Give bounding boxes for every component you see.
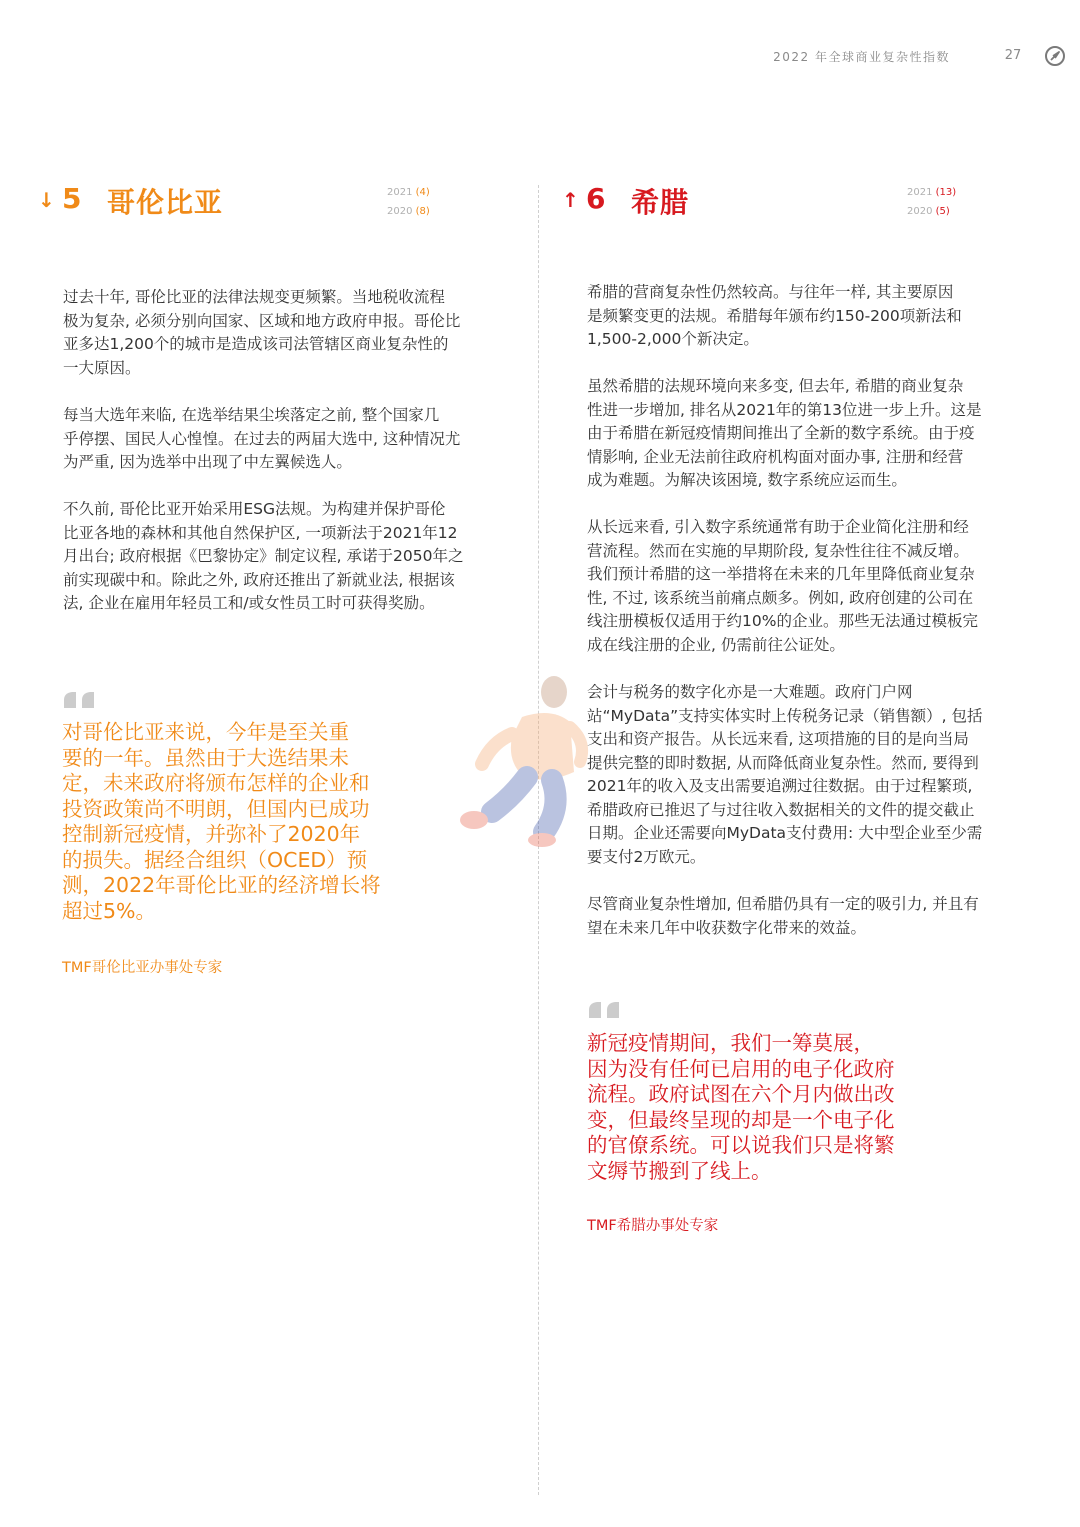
running-person-illustration	[452, 672, 592, 847]
greece-body	[587, 893, 1037, 940]
colombia-body	[63, 404, 513, 475]
history-rank: (5)	[935, 206, 950, 217]
country-name-colombia: 哥伦比亚	[107, 186, 224, 219]
colombia-body	[63, 286, 513, 380]
greece-body	[587, 375, 1037, 493]
text-line: 站“MyData”支持实体实时上传税务记录（销售额）, 包括	[587, 706, 983, 725]
paragraph	[587, 681, 1037, 869]
quote-line: 投资政策尚不明朗，但国内已成功	[62, 796, 370, 821]
text-line: 从长远来看, 引入数字系统通常有助于企业简化注册和经	[587, 518, 969, 536]
paragraph	[63, 286, 513, 380]
text-line: 我们预计希腊的这一举措将在未来的几年里降低商业复杂	[587, 565, 975, 583]
quote-marks-icon	[62, 690, 98, 710]
rank-number-greece: 6	[586, 182, 606, 215]
quote-line: 测，2022年哥伦比亚的经济增长将	[62, 873, 381, 897]
text-line: 希腊的营商复杂性仍然较高。与往年一样, 其主要原因	[587, 283, 954, 301]
quote-line: 控制新冠疫情，并弥补了2020年	[62, 822, 361, 846]
text-line: 成在线注册的企业, 仍需前往公证处。	[587, 635, 845, 654]
text-line: 性进一步增加, 排名从2021年的第13位进一步上升。这是	[587, 400, 982, 419]
history-year: 2020	[387, 206, 413, 217]
colombia-quote-attribution: TMF哥伦比亚办事处专家	[62, 960, 223, 976]
text-line: 营流程。然而在实施的早期阶段, 复杂性往往不减反增。	[587, 541, 969, 560]
paragraph	[587, 375, 1037, 493]
greece-quote	[587, 1031, 947, 1184]
text-line: 乎停摆、国民人心惶惶。在过去的两届大选中, 这种情况尤	[63, 429, 461, 448]
text-line: 会计与税务的数字化亦是一大难题。政府门户网	[587, 683, 913, 701]
quote-line: 的官僚系统。可以说我们只是将繁	[587, 1133, 895, 1157]
quote-line: 定，未来政府将颁布怎样的企业和	[62, 771, 370, 795]
colombia-body	[63, 498, 513, 616]
text-line: 极为复杂, 必须分别向国家、区域和地方政府申报。哥伦比	[63, 311, 461, 330]
paragraph	[63, 498, 513, 616]
paragraph	[63, 404, 513, 475]
rank-number-colombia: 5	[62, 182, 82, 215]
quote-line: 文缛节搬到了线上。	[587, 1158, 772, 1183]
paragraph	[587, 516, 1037, 657]
quote-line: 对哥伦比亚来说，今年是至关重	[62, 720, 349, 744]
text-line: 支出和资产报告。从长远来看, 这项措施的目的是向当局	[587, 730, 969, 748]
text-line: 月出台; 政府根据《巴黎协定》制定议程, 承诺于2050年之	[63, 547, 464, 565]
report-title: 2022 年全球商业复杂性指数	[773, 50, 950, 64]
text-line: 性, 不过, 该系统当前痛点颇多。例如, 政府创建的公司在	[587, 588, 974, 607]
rank-history-colombia	[387, 183, 430, 221]
quote-line: 因为没有任何已启用的电子化政府	[587, 1056, 895, 1081]
text-line: 情影响, 企业无法前往政府机构面对面办事, 注册和经营	[587, 447, 964, 466]
text-line: 希腊政府已推迟了与过往收入数据相关的文件的提交截止	[587, 800, 975, 819]
quote-line: 要的一年。虽然由于大选结果未	[62, 745, 349, 770]
text-line: 由于希腊在新冠疫情期间推出了全新的数字系统。由于疫	[587, 424, 975, 442]
text-line: 不久前, 哥伦比亚开始采用ESG法规。为构建并保护哥伦	[63, 500, 446, 518]
text-line: 尽管商业复杂性增加, 但希腊仍具有一定的吸引力, 并且有	[587, 895, 979, 913]
text-line: 要支付2万欧元。	[587, 847, 706, 866]
paragraph	[587, 893, 1037, 940]
text-line: 亚多达1,200个的城市是造成该司法管辖区商业复杂性的	[63, 335, 449, 353]
text-line: 1,500-2,000个新决定。	[587, 330, 759, 348]
text-line: 望在未来几年中收获数字化带来的效益。	[587, 918, 867, 937]
text-line: 过去十年, 哥伦比亚的法律法规变更频繁。当地税收流程	[63, 288, 445, 306]
history-rank: (13)	[935, 187, 957, 198]
quote-line: 新冠疫情期间，我们一筹莫展，	[587, 1031, 874, 1055]
text-line: 日期。企业还需要向MyData支付费用: 大中型企业至少需	[587, 824, 983, 842]
text-line: 每当大选年来临, 在选举结果尘埃落定之前, 整个国家几	[63, 406, 440, 424]
quote-marks-icon	[587, 1000, 623, 1020]
text-line: 一大原因。	[63, 358, 141, 377]
greece-body	[587, 681, 1037, 869]
country-name-greece: 希腊	[631, 186, 690, 219]
text-line: 前实现碳中和。除此之外, 政府还推出了新就业法, 根据该	[63, 570, 455, 589]
text-line: 成为难题。为解决该困境, 数字系统应运而生。	[587, 471, 907, 489]
quote-line: 超过5%。	[62, 898, 157, 923]
text-line: 线注册模板仅适用于约10%的企业。那些无法通过模板完	[587, 612, 978, 630]
text-line: 是频繁变更的法规。希腊每年颁布约150-200项新法和	[587, 306, 962, 325]
trend-up-icon: ↑	[562, 188, 579, 212]
text-line: 2021年的收入及支出需要追溯过往数据。由于过程繁琐,	[587, 777, 973, 795]
rank-history-greece	[907, 183, 956, 221]
text-line: 提供完整的即时数据, 从而降低商业复杂性。然而, 要得到	[587, 753, 979, 772]
history-year: 2021	[387, 187, 413, 198]
history-rank: (4)	[415, 187, 430, 198]
page-number: 27	[1004, 48, 1022, 63]
text-line: 虽然希腊的法规环境向来多变, 但去年, 希腊的商业复杂	[587, 377, 964, 395]
history-rank: (8)	[415, 206, 430, 217]
text-line: 比亚各地的森林和其他自然保护区, 一项新法于2021年12	[63, 523, 458, 542]
quote-line: 流程。政府试图在六个月内做出改	[587, 1082, 895, 1106]
history-year: 2020	[907, 206, 933, 217]
quote-line: 的损失。据经合组织（OCED）预	[62, 847, 368, 872]
greece-body	[587, 516, 1037, 657]
quote-line: 变，但最终呈现的却是一个电子化	[587, 1107, 895, 1132]
text-line: 为严重, 因为选举中出现了中左翼候选人。	[63, 453, 352, 471]
text-line: 法, 企业在雇用年轻员工和/或女性员工时可获得奖励。	[63, 594, 435, 612]
history-year: 2021	[907, 187, 933, 198]
trend-down-icon: ↓	[38, 188, 55, 212]
greece-quote-attribution: TMF希腊办事处专家	[587, 1218, 719, 1234]
tmf-logo-icon	[1044, 45, 1066, 67]
paragraph	[587, 281, 1037, 352]
colombia-quote	[62, 720, 422, 924]
greece-body	[587, 281, 1037, 352]
